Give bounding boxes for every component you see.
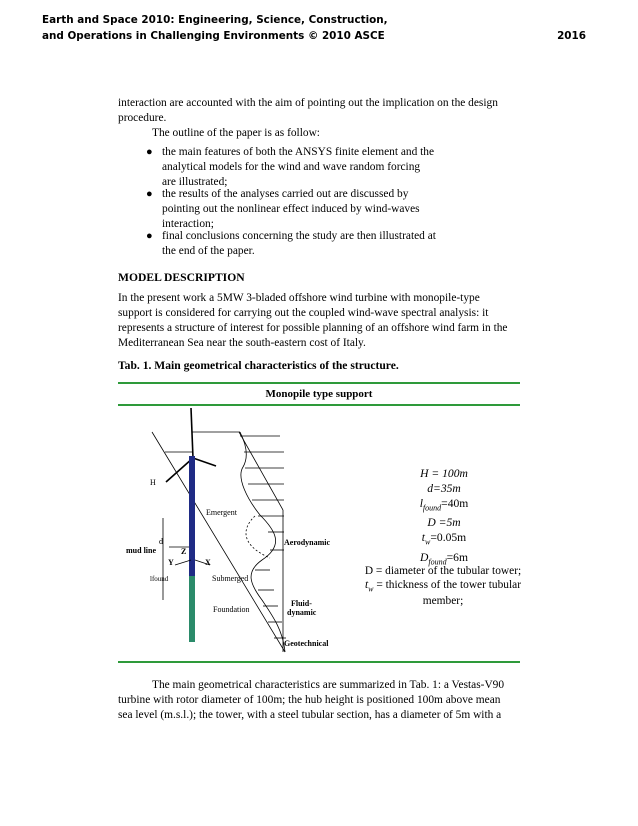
header-title-line1: Earth and Space 2010: Engineering, Science, Construction,	[42, 14, 388, 26]
intro-line-1: interaction are accounted with the aim of pointing out the implication on the design	[118, 97, 498, 109]
axis-label-Y: Y	[168, 558, 174, 567]
model-line: represents a structure of interest for possible planning of an offshore wind farm in the	[118, 322, 508, 334]
bullet-dot-icon: ●	[146, 188, 153, 200]
bullet-line: the end of the paper.	[162, 245, 255, 257]
axis-label-X: X	[205, 558, 211, 567]
label-fluid: Fluid-	[291, 599, 312, 608]
closing-line: turbine with rotor diameter of 100m; the hub height is positioned 100m above mean	[118, 694, 501, 706]
param-tw-value: =0.05m	[430, 531, 467, 545]
label-mudline: mud line	[126, 546, 157, 555]
diagonal-outline-right	[239, 432, 283, 510]
definitions	[364, 565, 522, 609]
bullet-line: the main features of both the ANSYS finite element and the	[162, 146, 435, 158]
param-tw: $t_w=0.05m$	[421, 531, 467, 547]
def-tw: $t_w$ = thickness of the tower tubular	[364, 578, 522, 593]
label-foundation: Foundation	[213, 605, 250, 614]
table-caption: Tab. 1. Main geometrical characteristics of the structure.	[118, 359, 399, 372]
bullet-dot-icon: ●	[146, 230, 153, 242]
label-aerodynamic: Aerodynamic	[284, 538, 331, 547]
label-d: d	[159, 537, 163, 546]
bullet-line: analytical models for the wind and wave random forcing	[162, 161, 421, 173]
model-line: support is considered for carrying out the coupled wind-wave spectral analysis: it	[118, 307, 489, 319]
monopile-body	[189, 576, 195, 642]
bullet-line: the results of the analyses carried out are discussed by	[162, 188, 409, 200]
param-Dfound: $D_{found}=6m$	[420, 550, 468, 566]
axis-label-Z: Z	[181, 547, 187, 556]
param-D: D =5m	[427, 516, 461, 530]
label-emergent: Emergent	[206, 508, 237, 517]
outline-sentence: The outline of the paper is as follow:	[152, 127, 320, 139]
param-Dfound-value: =6m	[446, 550, 468, 564]
bullet-line: pointing out the nonlinear effect induced by wind-waves	[162, 203, 420, 215]
def-tw-cont: member;	[422, 595, 464, 608]
intro-line-2: procedure.	[118, 112, 167, 124]
model-line: In the present work a 5MW 3-bladed offshore wind turbine with monopile-type	[118, 292, 480, 304]
bullet-line: are illustrated;	[162, 176, 228, 188]
model-line: Mediterranean Sea near the south-eastern cost of Italy.	[118, 337, 366, 349]
load-profile	[240, 432, 285, 652]
label-lfound: lfound	[150, 575, 169, 583]
param-lfound: $l_{found}=40m$	[419, 497, 469, 513]
param-lfound-value: =40m	[441, 497, 469, 510]
closing-line: sea level (m.s.l.); the tower, with a steel tubular section, has a diameter of 5m with a	[118, 709, 502, 721]
label-submerged: Submerged	[212, 574, 249, 583]
param-d: d=35m	[427, 482, 461, 495]
bullet-dot-icon: ●	[146, 146, 153, 158]
def-D: D = diameter of the tubular tower;	[364, 565, 522, 577]
closing-line: The main geometrical characteristics are summarized in Tab. 1: a Vestas-V90	[152, 679, 505, 691]
label-geotechnical: Geotechnical	[284, 639, 329, 648]
label-H: H	[150, 478, 156, 487]
tower-body	[189, 456, 195, 576]
table-column-header: Monopile type support	[265, 388, 373, 400]
parameter-list	[388, 466, 500, 569]
section-heading: MODEL DESCRIPTION	[118, 271, 245, 284]
label-dynamic: dynamic	[287, 608, 317, 617]
header-title-line2: and Operations in Challenging Environments © 2010 ASCE	[42, 30, 385, 42]
axis-y	[175, 560, 191, 565]
bullet-line: interaction;	[162, 218, 214, 230]
diagonal-outline-left	[152, 432, 285, 652]
page-number: 2016	[557, 30, 586, 42]
param-H: H = 100m	[420, 467, 468, 480]
bullet-line: final conclusions concerning the study are then illustrated at	[162, 230, 436, 242]
def-tw-text: = thickness of the tower tubular	[376, 578, 522, 591]
